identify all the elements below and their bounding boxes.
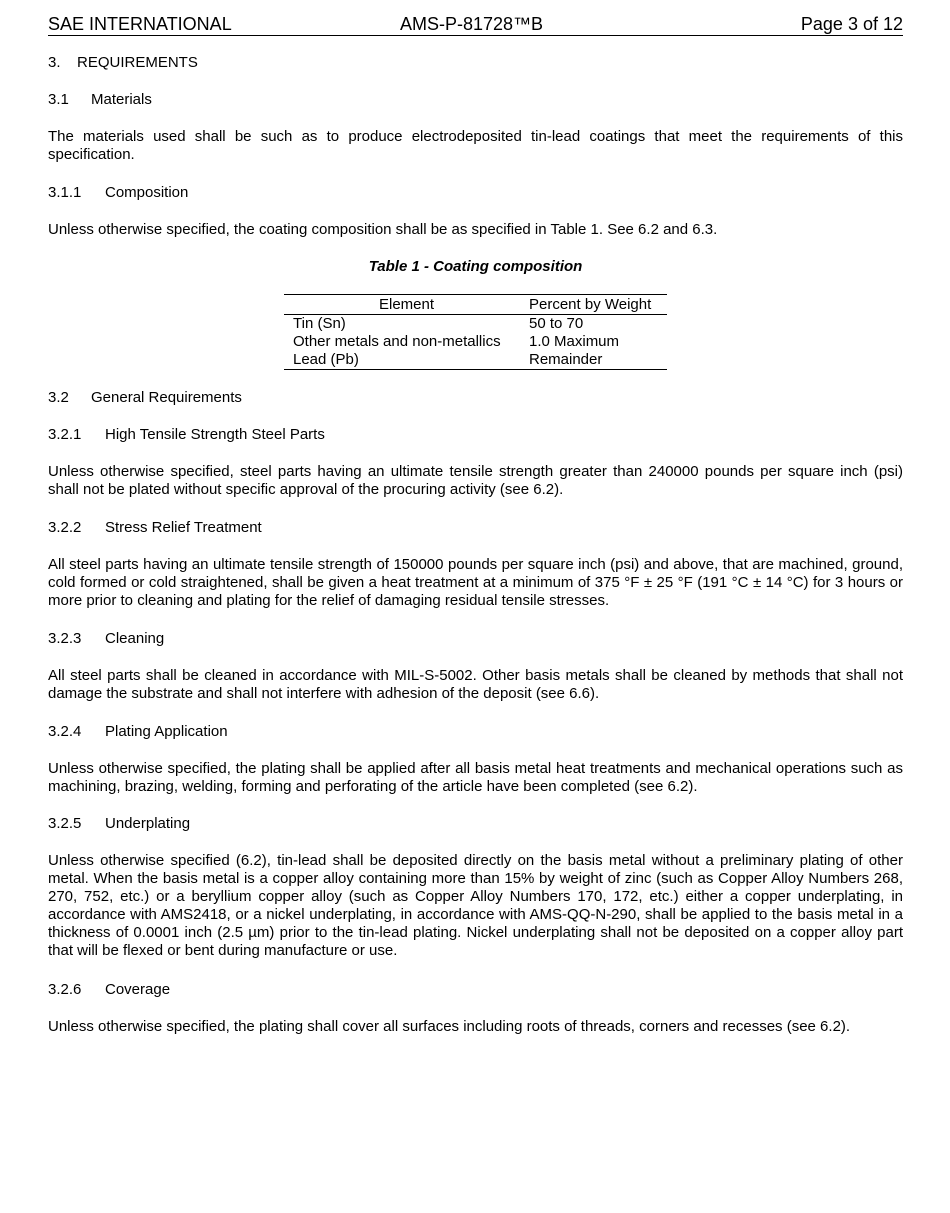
section-number: 3.2.4 <box>48 723 82 740</box>
section-title: High Tensile Strength Steel Parts <box>105 426 325 443</box>
section-3-1-1-heading <box>48 184 903 202</box>
section-3-1-1-paragraph: Unless otherwise specified, the coating composition shall be as specified in Table 1. See 6.2 and 6.3. <box>48 221 718 238</box>
section-title: Composition <box>105 184 189 201</box>
header-page-number: Page 3 of 12 <box>800 14 903 34</box>
column-header-element: Element <box>284 295 529 315</box>
table-1-caption: Table 1 - Coating composition <box>368 258 583 275</box>
table-header-row <box>284 295 667 315</box>
table-row <box>284 315 667 334</box>
section-3-1-paragraph: The materials used shall be such as to produce electrodeposited tin-lead coatings that meet the requirements of this specification. <box>48 128 903 163</box>
section-title: General Requirements <box>91 389 242 406</box>
section-number: 3.2 <box>48 389 69 406</box>
section-3-2-1-heading <box>48 426 903 444</box>
section-number: 3.1 <box>48 91 69 108</box>
section-3-2-6-heading <box>48 981 903 999</box>
page-header <box>48 13 903 36</box>
section-number: 3.2.3 <box>48 630 82 647</box>
section-title: REQUIREMENTS <box>77 54 198 71</box>
section-3-2-4-paragraph: Unless otherwise specified, the plating shall be applied after all basis metal heat treatments and mechanical operations such as machining, brazing, welding, forming and perforating of the article have been completed (see 6.2). <box>48 760 903 795</box>
section-3-heading <box>48 54 903 72</box>
section-title: Underplating <box>105 815 191 832</box>
document-page <box>48 13 903 1035</box>
section-3-2-3-heading <box>48 630 903 648</box>
table-cell-percent: 1.0 Maximum <box>529 333 620 350</box>
section-3-1-heading <box>48 91 903 109</box>
section-3-2-5-paragraph: Unless otherwise specified (6.2), tin-lead shall be deposited directly on the basis metal without a preliminary plating of other metal. When the basis metal is a copper alloy containing more than 15% by weight of zinc (such as Copper Alloy Numbers 268, 270, 752, etc.) or a beryllium copper alloy (such as Copper Alloy Numbers 170, 172, etc.) either a copper underplating, in accordance with AMS2418, or a nickel underplating, in accordance with AMS-QQ-N-290, shall be applied to the basis metal in a thickness of 0.0001 inch (2.5 µm) prior to the tin-lead plating. Nickel underplating shall not be deposited on a copper alloy part that will be flexed or bent during manufacture or use. <box>48 852 903 959</box>
section-3-2-6-paragraph: Unless otherwise specified, the plating shall cover all surfaces including roots of threads, corners and recesses (see 6.2). <box>48 1018 851 1035</box>
section-3-2-5-heading <box>48 815 903 833</box>
section-number: 3. <box>48 54 61 71</box>
section-number: 3.2.6 <box>48 981 82 998</box>
section-3-2-2-heading <box>48 519 903 537</box>
section-3-2-4-heading <box>48 723 903 741</box>
header-document-id: AMS-P-81728™B <box>400 14 544 34</box>
section-number: 3.2.1 <box>48 426 82 443</box>
column-header-percent: Percent by Weight <box>529 295 667 315</box>
section-number: 3.2.5 <box>48 815 82 832</box>
table-cell-element: Tin (Sn) <box>293 315 346 332</box>
coating-composition-table <box>284 294 667 370</box>
table-cell-element: Lead (Pb) <box>284 351 529 370</box>
section-3-2-2-paragraph: All steel parts having an ultimate tensile strength of 150000 pounds per square inch (psi) and above, that are machined, ground, cold formed or cold straightened, shall be given a heat treatment at a minimum of 375 °F ± 25 °F (191 °C ± 14 °C) for 3 hours or more prior to cleaning and plating for the relief of damaging residual tensile stresses. <box>48 556 903 609</box>
section-title: Materials <box>91 91 152 108</box>
header-organization: SAE INTERNATIONAL <box>48 14 232 34</box>
section-title: Cleaning <box>105 630 165 647</box>
section-3-2-3-paragraph: All steel parts shall be cleaned in accordance with MIL-S-5002. Other basis metals shall be cleaned by methods that shall not damage the substrate and shall not interfere with adhesion of the deposit (see 6.6). <box>48 667 903 702</box>
table-cell-element: Other metals and non-metallics <box>293 333 501 350</box>
section-3-2-heading <box>48 389 903 407</box>
section-title: Stress Relief Treatment <box>105 519 262 536</box>
table-cell-percent: 50 to 70 <box>529 315 584 332</box>
table-cell-percent: Remainder <box>529 351 667 370</box>
section-title: Plating Application <box>105 723 228 740</box>
section-number: 3.1.1 <box>48 184 82 201</box>
section-3-2-1-paragraph: Unless otherwise specified, steel parts having an ultimate tensile strength greater than 240000 pounds per square inch (psi) shall not be plated without specific approval of the procuring activity (see 6.2). <box>48 463 903 498</box>
table-row <box>284 333 667 351</box>
section-number: 3.2.2 <box>48 519 82 536</box>
section-title: Coverage <box>105 981 171 998</box>
table-row <box>284 351 667 370</box>
